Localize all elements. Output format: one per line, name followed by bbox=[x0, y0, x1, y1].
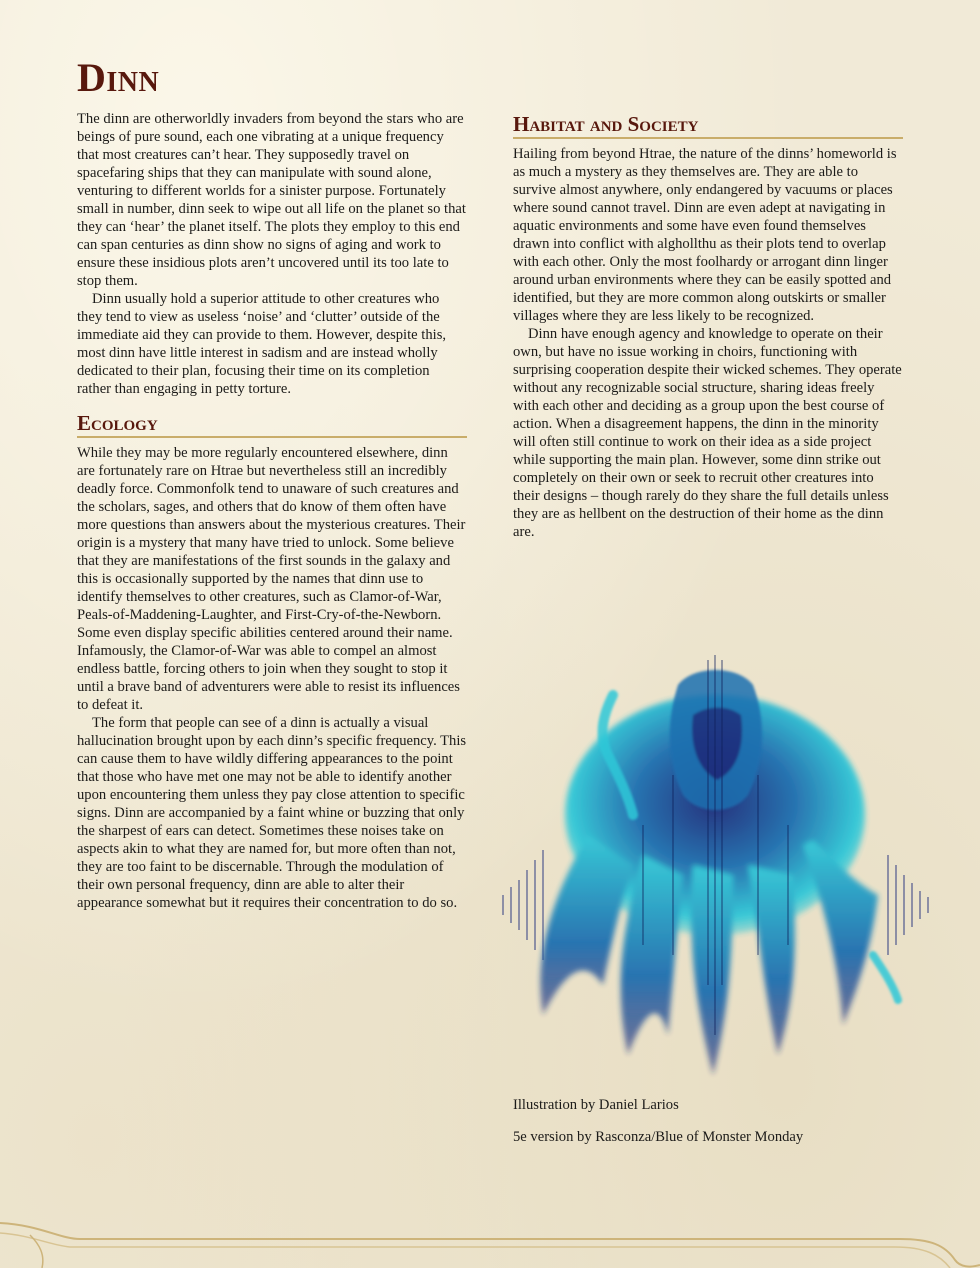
ecology-paragraph-1: While they may be more regularly encountered elsewhere, dinn are fortunately rare on Htrae but nevertheless still an incredibly deadly force. Commonfolk tend to unaware of such creatures and the scholars, sages, and others that do know of them often have more questions than answers about the mysterious creatures. Their origin is a mystery that many have tried to unlock. Some believe that they are manifestations of the first sounds in the galaxy and this is occasionally supported by the names that dinn use to identify themselves to other creatures, such as Clamor-of-War, Peals-of-Maddening-Laughter, and First-Cry-of-the-Newborn. Some even display specific abilities centered around their name. Infamously, the Clamor-of-War was able to compel an almost endless battle, forcing others to join when they sought to stop it until a brave band of adventurers were able to resist its influences to defeat it. bbox=[77, 445, 466, 713]
habitat-heading: Habitat and Society bbox=[513, 112, 903, 139]
habitat-paragraph-2: Dinn have enough agency and knowledge to operate on their own, but have no issue working in choirs, functioning with surprising cooperation despite their wicked schemes. They operate without any recognizable social structure, sharing ideas freely with each other and deciding as a group upon the best course of action. When a disagreement happens, the dinn in the minority will often still continue to work on their idea as a side project while supporting the main plan. However, some dinn strike out completely on their own or seek to recruit other creatures into their designs – though rarely do they share the full details unless they are as hellbent on the destruction of their home as the dinn are. bbox=[513, 326, 902, 540]
right-column bbox=[513, 110, 903, 541]
ecology-paragraph-2: The form that people can see of a dinn is actually a visual hallucination brought upon by each dinn’s specific frequency. This can cause them to have wildly differing appearances to the point that those who have met one may not be able to identify another upon encountering them unless they pay close attention to specific signs. Dinn are accompanied by a faint whine or buzzing that only the sharpest of ears can detect. Sometimes these noises take on aspects akin to what they are named for, but more often than not, they are too faint to be discernable. Through the modulation of their own personal frequency, dinn are able to alter their appearance somewhat but it requires their concentration to do so. bbox=[77, 715, 467, 911]
habitat-paragraph-1: Hailing from beyond Htrae, the nature of the dinns’ homeworld is as much a mystery as they themselves are. They are able to survive almost anywhere, only endangered by vacuums or places where sound cannot travel. Dinn are even adept at navigating in aquatic environments and some have even found themselves drawn into conflict with alghollthu as their plots tend to overlap with each other. Only the most foolhardy or arrogant dinn linger around urban environments where they can be easily spotted and identified, but they are more common along outskirts or smaller villages where they are less likely to be recognized. bbox=[513, 146, 897, 324]
footer-ornament bbox=[0, 1205, 980, 1268]
intro-paragraph-2: Dinn usually hold a superior attitude to other creatures who they tend to view as useless ‘noise’ and ‘clutter’ outside of the immediate aid they can provide to them. However, despite this, most dinn have little interest in sadism and are instead wholly dedicated to their plan, focusing their time on its completion rather than engaging in petty torture. bbox=[77, 291, 447, 397]
left-column bbox=[77, 110, 467, 912]
version-credit: 5e version by Rasconza/Blue of Monster Monday bbox=[513, 1129, 804, 1145]
intro-paragraph-1: The dinn are otherworldly invaders from beyond the stars who are beings of pure sound, each one vibrating at a unique frequency that most creatures can’t hear. They supposedly travel on spacefaring ships that they can manipulate with sound alone, venturing to different worlds for a sinister purpose. Fortunately small in number, dinn seek to wipe out all life on the planet so that they can ‘hear’ the planet itself. The plots they employ to this end can span centuries as dinn show no signs of aging and work to ensure these insidious plots aren’t uncovered until its too late to stop them. bbox=[77, 111, 466, 289]
page-title: Dinn bbox=[77, 55, 160, 100]
illustration-credit: Illustration by Daniel Larios bbox=[513, 1097, 679, 1113]
ecology-heading: Ecology bbox=[77, 411, 467, 438]
dinn-illustration bbox=[493, 655, 938, 1085]
